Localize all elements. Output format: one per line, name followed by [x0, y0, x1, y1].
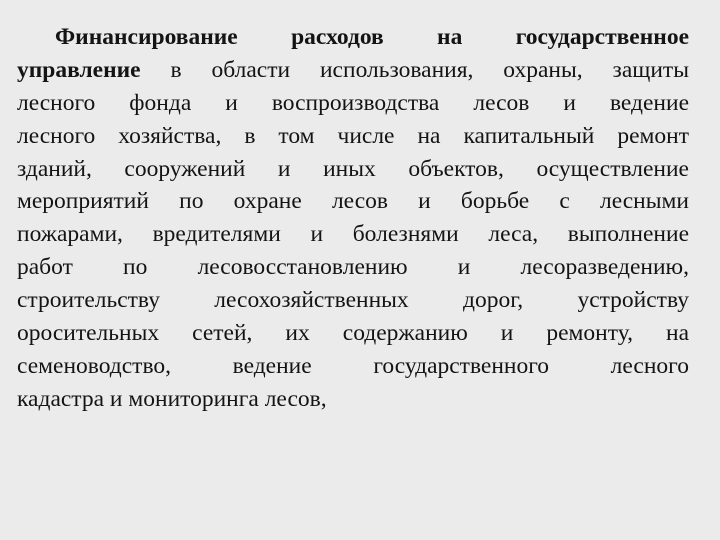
paragraph-line-10: оросительных сетей, их содержанию и ремонту, на	[17, 320, 689, 347]
paragraph-line-4: лесного хозяйства, в том числе на капитальный ремонт	[17, 122, 689, 149]
body-paragraph	[17, 21, 689, 416]
bold-heading-start: Финансирование расходов на государственное	[55, 24, 689, 50]
paragraph-line-6: мероприятий по охране лесов и борьбе с лесными	[17, 188, 689, 215]
paragraph-line-9: строительству лесохозяйственных дорог, устройству	[17, 287, 689, 314]
paragraph-line-5: зданий, сооружений и иных объектов, осуществление	[17, 155, 689, 182]
paragraph-line-2	[17, 54, 689, 87]
bold-heading-end: управление	[17, 56, 141, 83]
paragraph-line-12: кадастра и мониторинга лесов,	[17, 385, 327, 412]
line-2-text: в области использования, охраны, защиты	[140, 56, 689, 83]
paragraph-line-8: работ по лесовосстановлению и лесоразведению,	[17, 254, 689, 281]
paragraph-line-7: пожарами, вредителями и болезнями леса, выполнение	[17, 221, 689, 248]
paragraph-line-1	[17, 21, 689, 54]
paragraph-line-3: лесного фонда и воспроизводства лесов и ведение	[17, 89, 689, 116]
paragraph-line-11: семеноводство, ведение государственного лесного	[17, 352, 689, 379]
